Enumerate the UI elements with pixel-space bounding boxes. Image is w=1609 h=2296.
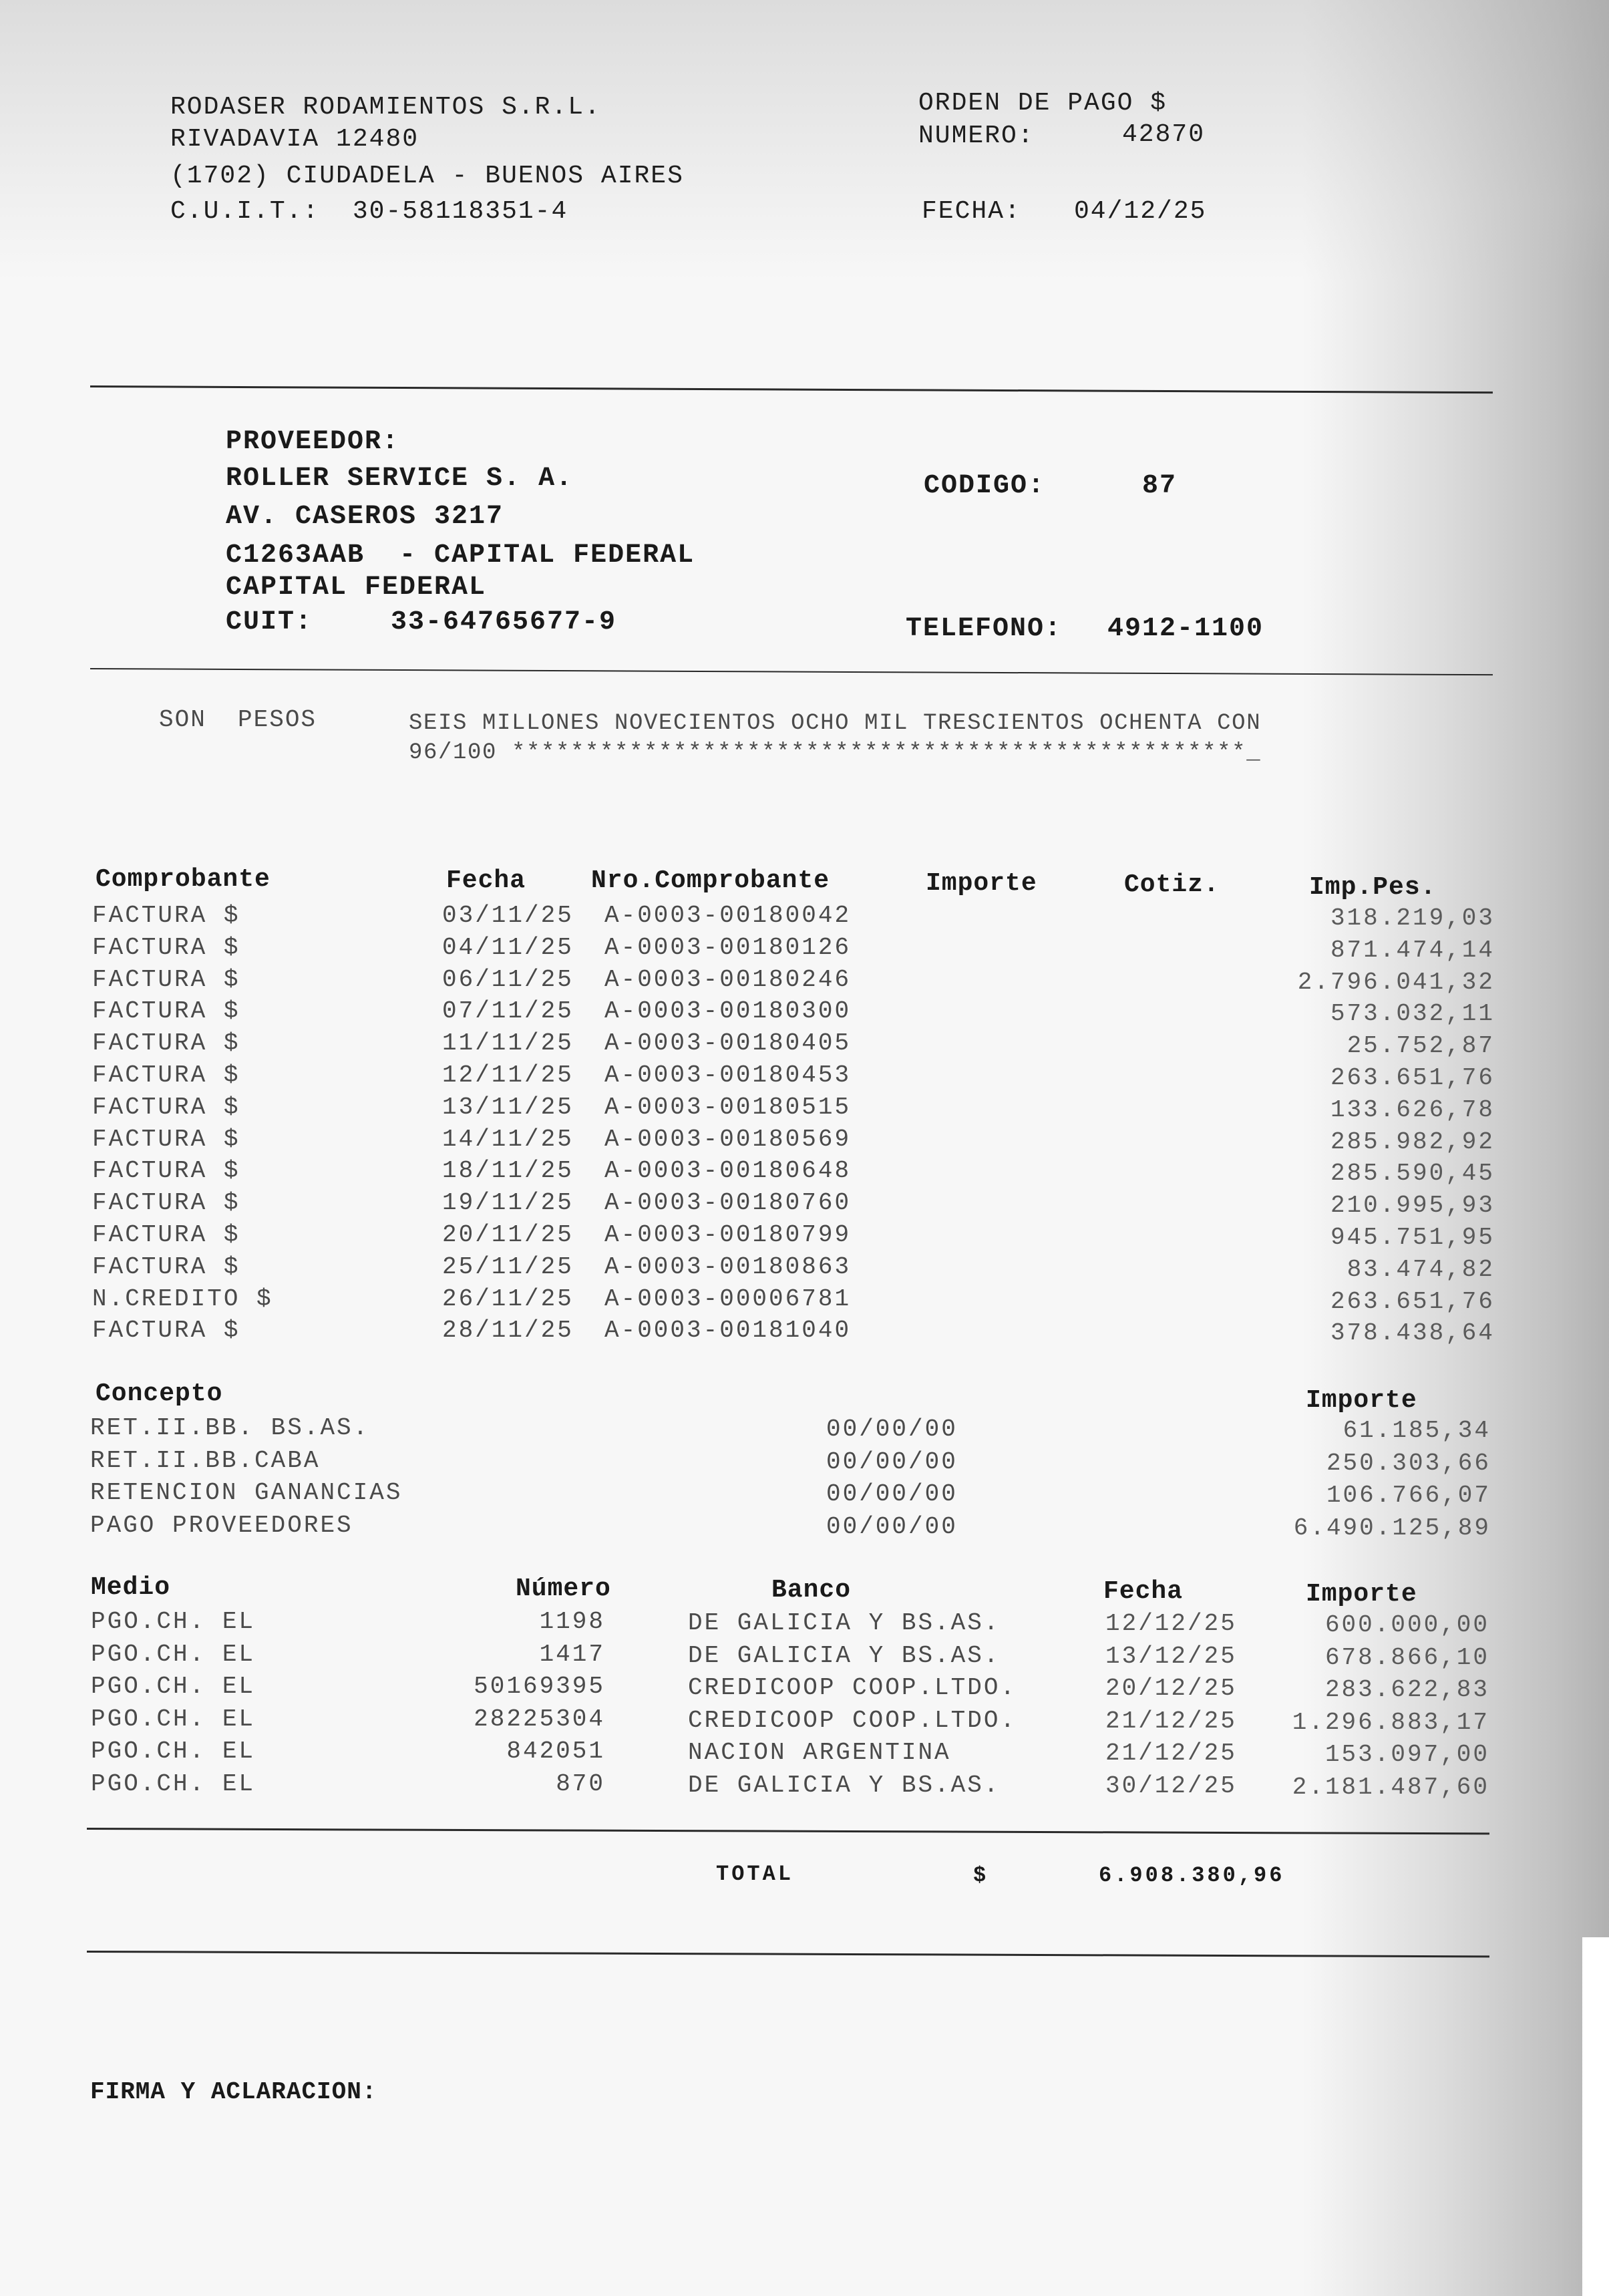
row-medio: PGO.CH. EL [91,1608,256,1635]
row-medio-importe: 1.296.883,17 [1292,1708,1489,1736]
row-medio-fecha: 21/12/25 [1105,1707,1237,1735]
order-numero: 42870 [1122,120,1206,149]
row-nro: A-0003-00180760 [604,1189,852,1217]
row-concepto-importe: 106.766,07 [1326,1482,1491,1509]
row-concepto-fecha: 00/00/00 [826,1416,958,1443]
row-tipo: FACTURA $ [92,902,240,929]
row-fecha: 26/11/25 [442,1285,574,1313]
row-medio-fecha: 21/12/25 [1105,1740,1237,1767]
row-imp-pes: 871.474,14 [1330,936,1495,964]
row-tipo: FACTURA $ [92,1221,240,1249]
row-fecha: 18/11/25 [442,1157,574,1185]
row-imp-pes: 133.626,78 [1330,1096,1495,1124]
row-medio-numero: 1198 [539,1608,605,1635]
row-medio-banco: NACION ARGENTINA [688,1739,951,1766]
provider-codigo-label: CODIGO: [924,471,1046,501]
row-medio-banco: DE GALICIA Y BS.AS. [688,1609,1001,1637]
row-medio-numero: 28225304 [474,1705,605,1733]
row-imp-pes: 573.032,11 [1330,1000,1495,1028]
row-fecha: 06/11/25 [442,965,574,993]
provider-name: ROLLER SERVICE S. A. [226,464,574,494]
row-fecha: 14/11/25 [442,1125,574,1153]
row-nro: A-0003-00181040 [604,1317,852,1345]
row-concepto: RETENCION GANANCIAS [90,1479,403,1506]
row-tipo: FACTURA $ [92,1189,240,1217]
row-concepto-fecha: 00/00/00 [826,1448,958,1476]
row-imp-pes: 83.474,82 [1347,1255,1495,1283]
col-header-medio-importe: Importe [1306,1580,1417,1609]
row-medio: PGO.CH. EL [91,1640,256,1668]
order-title: ORDEN DE PAGO $ [918,89,1168,118]
row-fecha: 13/11/25 [442,1093,574,1121]
row-fecha: 19/11/25 [442,1189,574,1217]
row-medio-fecha: 12/12/25 [1105,1610,1237,1637]
row-medio-importe: 600.000,00 [1324,1611,1489,1639]
col-header-importe: Importe [926,869,1037,898]
company-city: (1702) CIUDADELA - BUENOS AIRES [170,162,684,190]
row-nro: A-0003-00180126 [604,933,852,961]
row-nro: A-0003-00180799 [604,1221,852,1249]
provider-cuit-label: CUIT: [226,607,313,637]
row-fecha: 25/11/25 [442,1253,574,1281]
row-nro: A-0003-00180246 [604,965,852,993]
row-imp-pes: 285.982,92 [1330,1128,1495,1156]
signature-label: FIRMA Y ACLARACION: [90,2078,377,2106]
row-concepto: PAGO PROVEEDORES [90,1511,353,1539]
col-header-nro-comprobante: Nro.Comprobante [591,866,830,895]
row-medio-fecha: 13/12/25 [1105,1642,1237,1670]
company-address: RIVADAVIA 12480 [170,125,419,154]
total-value: 6.908.380,96 [1099,1863,1285,1888]
provider-codigo: 87 [1142,471,1178,501]
row-medio-numero: 870 [556,1770,605,1798]
provider-cuit: 33-64765677-9 [391,607,617,637]
scan-edge [1582,1937,1609,2296]
row-fecha: 28/11/25 [442,1317,574,1345]
row-tipo: FACTURA $ [92,1253,240,1281]
row-fecha: 12/11/25 [442,1061,574,1089]
row-medio-fecha: 30/12/25 [1105,1772,1237,1800]
row-nro: A-0003-00180300 [604,997,852,1025]
row-nro: A-0003-00180405 [604,1029,852,1057]
order-fecha-label: FECHA: [922,197,1021,226]
row-nro: A-0003-00180515 [604,1093,852,1121]
provider-postal: C1263AAB - CAPITAL FEDERAL [226,540,695,570]
provider-region: CAPITAL FEDERAL [226,572,487,603]
row-medio: PGO.CH. EL [91,1738,256,1765]
row-fecha: 03/11/25 [442,902,574,929]
row-fecha: 11/11/25 [442,1029,574,1057]
row-medio-numero: 842051 [506,1738,605,1765]
row-imp-pes: 285.590,45 [1330,1160,1495,1188]
row-imp-pes: 210.995,93 [1330,1192,1495,1220]
col-header-concepto-importe: Importe [1306,1386,1417,1415]
row-imp-pes: 2.796.041,32 [1297,968,1495,996]
row-tipo: FACTURA $ [92,1125,240,1153]
row-imp-pes: 263.651,76 [1330,1287,1495,1315]
row-medio: PGO.CH. EL [91,1673,256,1700]
row-nro: A-0003-00180042 [604,902,852,929]
row-nro: A-0003-00180569 [604,1125,852,1153]
row-tipo: N.CREDITO $ [92,1285,273,1313]
row-medio-importe: 2.181.487,60 [1292,1773,1489,1801]
row-tipo: FACTURA $ [92,1157,240,1185]
row-tipo: FACTURA $ [92,1093,240,1121]
row-fecha: 07/11/25 [442,997,574,1025]
col-header-medio-fecha: Fecha [1103,1577,1184,1606]
col-header-concepto: Concepto [96,1379,223,1408]
row-medio-importe: 283.622,83 [1324,1676,1489,1703]
col-header-comprobante: Comprobante [96,865,271,894]
row-medio-banco: CREDICOOP COOP.LTDO. [688,1706,1017,1734]
provider-address: AV. CASEROS 3217 [226,502,504,532]
provider-label: PROVEEDOR: [226,427,400,457]
row-imp-pes: 318.219,03 [1330,905,1495,932]
row-medio-fecha: 20/12/25 [1105,1675,1237,1702]
row-medio-importe: 153.097,00 [1324,1741,1489,1768]
row-medio-numero: 1417 [539,1640,605,1668]
row-concepto: RET.II.BB. BS.AS. [90,1414,370,1442]
row-tipo: FACTURA $ [92,997,240,1025]
col-header-fecha: Fecha [446,866,526,895]
provider-telefono-label: TELEFONO: [906,614,1063,644]
amount-in-words-cents: 96/100 **************************************************_ [409,740,1262,766]
order-numero-label: NUMERO: [918,122,1035,150]
row-fecha: 20/11/25 [442,1221,574,1249]
row-concepto: RET.II.BB.CABA [90,1446,321,1474]
son-pesos-label: SON PESOS [159,706,317,733]
amount-in-words: SEIS MILLONES NOVECIENTOS OCHO MIL TRESCIENTOS OCHENTA CON [409,711,1262,736]
company-cuit: C.U.I.T.: 30-58118351-4 [170,197,568,226]
row-nro: A-0003-00180863 [604,1253,852,1281]
row-medio-banco: DE GALICIA Y BS.AS. [688,1641,1001,1669]
row-medio-importe: 678.866,10 [1324,1643,1489,1671]
provider-telefono: 4912-1100 [1107,614,1264,644]
row-medio: PGO.CH. EL [91,1705,256,1733]
total-label: TOTAL [716,1862,794,1887]
row-imp-pes: 263.651,76 [1330,1064,1495,1092]
row-imp-pes: 25.752,87 [1347,1032,1495,1060]
row-tipo: FACTURA $ [92,1317,240,1345]
row-tipo: FACTURA $ [92,1061,240,1089]
row-nro: A-0003-00006781 [604,1285,852,1313]
row-medio: PGO.CH. EL [91,1770,256,1798]
order-fecha: 04/12/25 [1074,197,1207,226]
row-imp-pes: 378.438,64 [1330,1319,1495,1347]
col-header-cotiz: Cotiz. [1124,870,1220,899]
row-medio-numero: 50169395 [474,1673,605,1700]
company-name: RODASER RODAMIENTOS S.R.L. [170,93,601,122]
row-concepto-importe: 61.185,34 [1343,1417,1491,1444]
col-header-imp-pes: Imp.Pes. [1309,873,1437,902]
row-concepto-fecha: 00/00/00 [826,1480,958,1508]
row-medio-banco: CREDICOOP COOP.LTDO. [688,1674,1017,1701]
col-header-numero: Número [516,1575,611,1603]
row-concepto-importe: 250.303,66 [1326,1449,1491,1477]
row-tipo: FACTURA $ [92,933,240,961]
col-header-medio: Medio [91,1573,171,1602]
row-nro: A-0003-00180648 [604,1157,852,1185]
col-header-banco: Banco [771,1576,852,1605]
row-medio-banco: DE GALICIA Y BS.AS. [688,1771,1001,1799]
row-fecha: 04/11/25 [442,933,574,961]
row-tipo: FACTURA $ [92,965,240,993]
row-tipo: FACTURA $ [92,1029,240,1057]
row-concepto-fecha: 00/00/00 [826,1512,958,1540]
row-imp-pes: 945.751,95 [1330,1224,1495,1251]
row-concepto-importe: 6.490.125,89 [1293,1514,1491,1542]
row-nro: A-0003-00180453 [604,1061,852,1089]
total-currency: $ [973,1863,987,1888]
